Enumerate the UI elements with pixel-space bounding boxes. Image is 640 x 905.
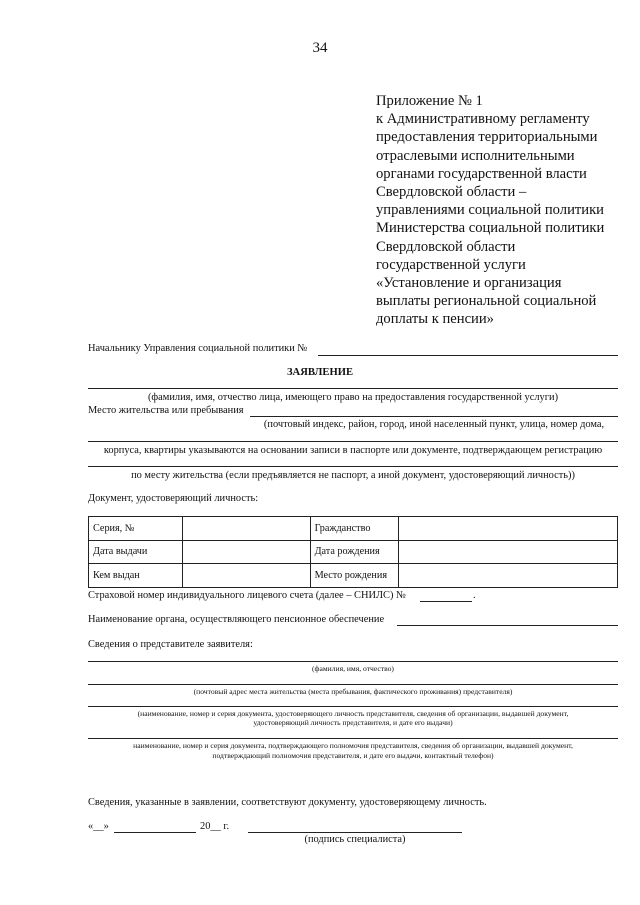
snils-label: Страховой номер индивидуального лицевого счета (далее – СНИЛС) № (88, 590, 406, 601)
residence-caption: (почтовый индекс, район, город, иной населенный пункт, улица, номер дома, (263, 419, 605, 430)
rep-identity-caption-2: удостоверяющий личность представителя, и дате его выдачи) (253, 718, 453, 727)
table-cell-label: Место рождения (310, 564, 398, 588)
snils-end: . (473, 590, 476, 601)
rep-address-caption: (почтовый адрес места жительства (места пребывания, фактического проживания) представителя) (193, 687, 513, 696)
appendix-line: доплаты к пенсии» (376, 311, 494, 328)
confirmation-text: Сведения, указанные в заявлении, соответствуют документу, удостоверяющему личность. (88, 797, 487, 808)
identity-doc-table (88, 516, 618, 588)
rep-fio-field[interactable] (88, 661, 618, 662)
rep-fio-caption: (фамилия, имя, отчество) (312, 664, 394, 673)
appendix-line: к Административному регламенту (376, 111, 590, 128)
rep-identity-caption: (наименование, номер и серия документа, удостоверяющего личность представителя, сведения об организации, выдавшей документ, (137, 709, 569, 718)
table-row (89, 517, 618, 541)
appendix-line: «Установление и организация (376, 275, 562, 292)
rep-identity-field[interactable] (88, 706, 618, 707)
addressee-label: Начальнику Управления социальной политики № (88, 343, 308, 354)
residence-field[interactable] (250, 416, 618, 417)
table-row (89, 564, 618, 588)
table-cell-label: Кем выдан (89, 564, 183, 588)
citizenship-field[interactable] (398, 517, 618, 541)
appendix-line: выплаты региональной социальной (376, 293, 597, 310)
issued-by-field[interactable] (182, 564, 310, 588)
table-cell-label: Дата рождения (310, 540, 398, 564)
appendix-line: Свердловской области (376, 238, 516, 255)
table-cell-label: Серия, № (89, 517, 183, 541)
appendix-line: органами государственной власти (376, 165, 587, 182)
residence-field-3[interactable] (88, 466, 618, 467)
rep-authority-caption-2: подтверждающий полномочия представителя, и дате его выдачи, контактный телефон) (212, 751, 494, 760)
date-year: 20__ г. (200, 821, 230, 832)
appendix-line: государственной услуги (376, 256, 526, 273)
signature-field[interactable] (248, 832, 462, 833)
form-title: ЗАЯВЛЕНИЕ (286, 367, 354, 378)
date-day: «__» (88, 821, 109, 832)
rep-address-field[interactable] (88, 684, 618, 685)
table-cell-label: Гражданство (310, 517, 398, 541)
page-number: 34 (312, 40, 328, 56)
residence-label: Место жительства или пребывания (88, 405, 244, 416)
table-cell-label: Дата выдачи (89, 540, 183, 564)
appendix-line: Свердловской области – (376, 184, 527, 201)
birth-place-field[interactable] (398, 564, 618, 588)
table-row (89, 540, 618, 564)
snils-field[interactable] (420, 601, 472, 602)
appendix-line: отраслевыми исполнительными (376, 147, 575, 164)
fio-caption: (фамилия, имя, отчество лица, имеющего право на предоставления государственной услуги) (147, 392, 559, 403)
fio-field[interactable] (88, 388, 618, 389)
birth-date-field[interactable] (398, 540, 618, 564)
residence-caption-3: по месту жительства (если предъявляется не паспорт, а иной документ, удостоверяющий личность)) (131, 470, 575, 481)
appendix-header (376, 92, 636, 329)
residence-caption-2: корпуса, квартиры указываются на основании записи в паспорте или документе, подтверждающем регистрацию (103, 445, 603, 456)
issue-date-field[interactable] (182, 540, 310, 564)
appendix-line: Министерства социальной политики (376, 220, 605, 237)
appendix-line: предоставления территориальными (376, 129, 598, 146)
identity-doc-label: Документ, удостоверяющий личность: (88, 493, 259, 504)
pension-org-field[interactable] (397, 625, 618, 626)
residence-field-2[interactable] (88, 441, 618, 442)
signature-caption: (подпись специалиста) (304, 834, 406, 845)
pension-org-label: Наименование органа, осуществляющего пенсионное обеспечение (88, 614, 385, 625)
appendix-line: Приложение № 1 (376, 93, 483, 109)
series-number-field[interactable] (182, 517, 310, 541)
rep-authority-caption: наименование, номер и серия документа, подтверждающего полномочия представителя, сведения об организации, выдавшей документ, (133, 741, 573, 750)
rep-authority-field[interactable] (88, 738, 618, 739)
appendix-line: управлениями социальной политики (376, 202, 604, 219)
addressee-field[interactable] (318, 355, 618, 356)
date-month-field[interactable] (114, 832, 196, 833)
representative-label: Сведения о представителе заявителя: (88, 639, 253, 650)
